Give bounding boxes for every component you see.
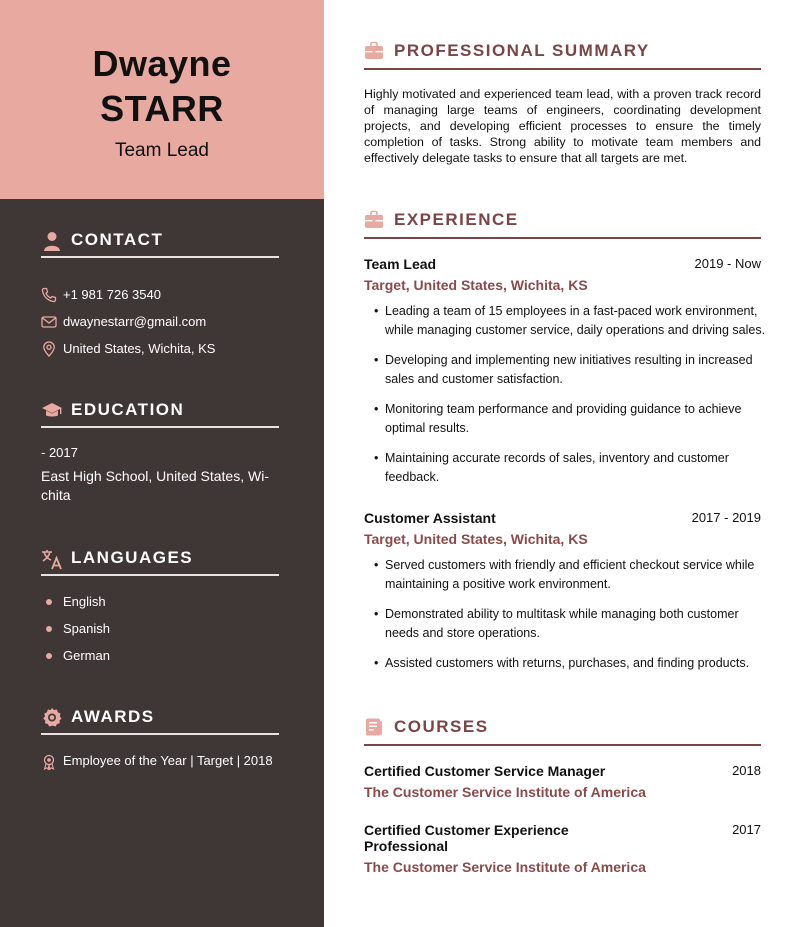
course-institution: The Customer Service Institute of America [364, 784, 646, 800]
person-icon [41, 230, 63, 252]
bullet-dot [46, 626, 52, 632]
bullet-dot [46, 653, 52, 659]
education-section [41, 398, 279, 508]
contact-section: CONTACT +1 981 726 3540 dwaynestarr@gmail.com United States, Wichita, KS [41, 228, 279, 368]
course-year: 2017 [732, 822, 761, 837]
summary-text: Highly motivated and experienced team lead, with a proven track record of managing large teams of engineers, coordinating development projects, and developing efficient processes to ensure the timely completion of tasks. Strong ability to motivate team members and effectively delegate tasks to ensure that all targets are met. [364, 87, 761, 165]
course-year: 2018 [732, 763, 761, 778]
job-title: Team Lead [364, 256, 437, 272]
experience-section: EXPERIENCE Team Lead 2019 - Now Target, United States, Wichita, KS • Leading a team of 15 employees in a fast-paced work environment, while managing customer service, daily operations and driving sales. • Developing and implementing new initiatives resulting in increased sales and customer satisfaction. • Monitoring team performance and providing guidance to achieve optimal results. • Maintaining accurate records of sales, inventory and customer feedback. Customer Assistant 2017 - 2019 Target, United States, Wichita, KS • Served customers with friendly and efficient checkout service while maintaining a positive work environment. • Demonstrated ability to multitask while managing both customer needs and store operations. • Assisted customers with returns, purchases, and finding products. [364, 210, 766, 670]
badge-icon [41, 707, 63, 729]
job-title: Customer Assistant [364, 510, 496, 526]
awards-heading: AWARDS [41, 705, 279, 735]
briefcase-icon [364, 41, 384, 61]
job-dates: 2019 - Now [694, 256, 761, 271]
phone-icon [41, 287, 57, 303]
job-dates: 2017 - 2019 [691, 510, 761, 525]
education-heading: EDUCATION [41, 398, 279, 428]
education-school: East High School, United States, Wi-chita [41, 468, 269, 503]
education-date: - 2017 [41, 445, 78, 460]
name-block [0, 0, 324, 199]
location-pin-icon [41, 341, 57, 357]
summary-heading: PROFESSIONAL SUMMARY [364, 40, 761, 70]
book-icon [364, 717, 384, 737]
job-company: Target, United States, Wichita, KS [364, 277, 588, 293]
translate-icon [41, 548, 63, 570]
courses-section [364, 716, 761, 886]
course-title: Certified Customer Experience Professional [364, 822, 569, 854]
job-company: Target, United States, Wichita, KS [364, 531, 588, 547]
mail-icon [41, 314, 57, 330]
courses-heading: COURSES [364, 716, 761, 746]
languages-section: LANGUAGES English Spanish German [41, 546, 279, 676]
award-ribbon-icon [41, 754, 57, 770]
course-institution: The Customer Service Institute of America [364, 859, 646, 875]
contact-heading: CONTACT [41, 228, 279, 258]
job-role: Team Lead [114, 140, 209, 161]
graduation-cap-icon [41, 400, 63, 422]
last-name: STARR [100, 88, 224, 129]
course-title: Certified Customer Service Manager [364, 763, 606, 779]
languages-heading: LANGUAGES [41, 546, 279, 576]
awards-section: AWARDS Employee of the Year | Target | 2018 [41, 705, 279, 785]
briefcase-icon [364, 210, 384, 230]
first-name: Dwayne [92, 43, 232, 84]
summary-section [364, 40, 761, 170]
experience-heading: EXPERIENCE [364, 209, 761, 239]
bullet-dot [46, 599, 52, 605]
